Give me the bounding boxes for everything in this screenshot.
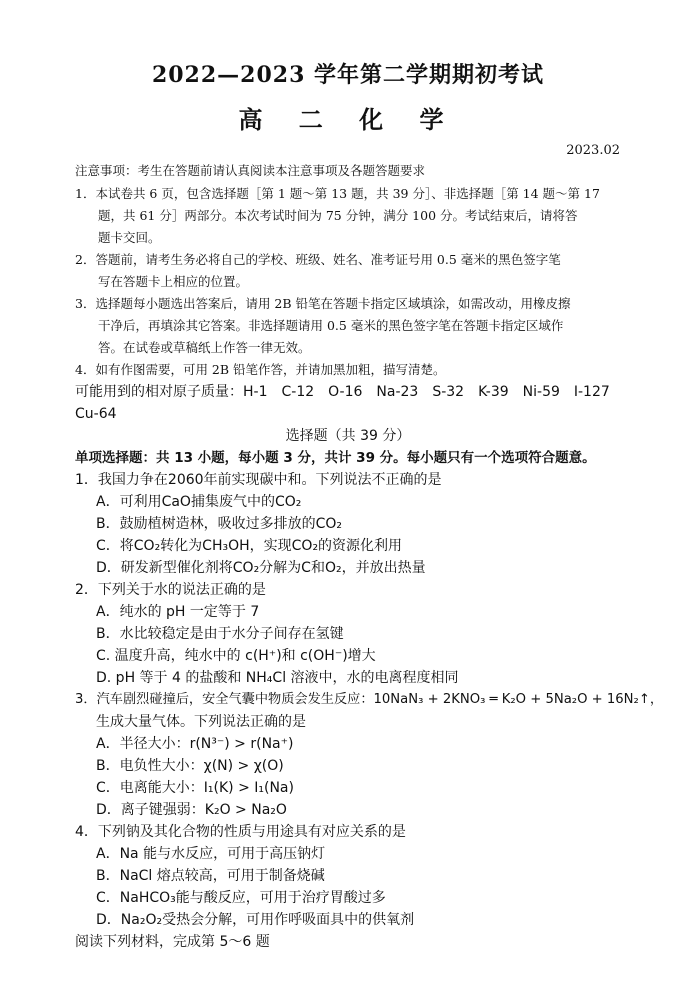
question-stem: 1．我国力争在2060年前实现碳中和。下列说法不正确的是 [75,472,442,488]
question-option: C．电离能大小：I₁(K) > I₁(Na) [96,780,294,796]
exam-subject: 高 二 化 学 [238,105,458,134]
notice-line: 答。在试卷或草稿纸上作答一律无效。 [98,340,311,355]
question-option: D. pH 等于 4 的盐酸和 NH₄Cl 溶液中，水的电离程度相同 [96,670,459,686]
notice-line: 题，共 61 分］两部分。本次考试时间为 75 分钟，满分 100 分。考试结束后，请将答 [98,208,578,223]
question-stem: 4．下列钠及其化合物的性质与用途具有对应关系的是 [75,824,406,840]
section-title: 选择题（共 39 分） [285,428,411,444]
question-stem-continued: 生成大量气体。下列说法正确的是 [96,714,306,730]
question-option: C．NaHCO₃能与酸反应，可用于治疗胃酸过多 [96,890,386,906]
section-instruction: 单项选择题：共 13 小题，每小题 3 分，共计 39 分。每小题只有一个选项符合题意。 [75,450,596,466]
notice-line: 写在答题卡上相应的位置。 [98,274,249,289]
question-option: D．离子键强弱：K₂O > Na₂O [96,802,287,818]
question-option: A．Na 能与水反应，可用于高压钠灯 [96,846,326,862]
exam-title: 2022—2023 学年第二学期期初考试 [151,62,545,88]
notice-line: 4．如有作图需要，可用 2B 铅笔作答，并请加黑加粗，描写清楚。 [75,362,446,377]
reading-instruction: 阅读下列材料，完成第 5～6 题 [75,934,270,950]
notice-line: 2．答题前，请考生务必将自己的学校、班级、姓名、准考证号用 0.5 毫米的黑色签字笔 [75,252,561,267]
question-option: C．将CO₂转化为CH₃OH，实现CO₂的资源化利用 [96,538,403,554]
question-option: D．Na₂O₂受热会分解，可用作呼吸面具中的供氧剂 [96,912,415,928]
question-option: B．电负性大小：χ(N) > χ(O) [96,758,284,774]
question-option: A．可利用CaO捕集废气中的CO₂ [96,494,302,510]
question-stem: 3．汽车剧烈碰撞后，安全气囊中物质会发生反应：10NaN₃ + 2KNO₃ ═ K₂O + 5Na₂O + 16N₂↑， [75,692,664,707]
question-option: B．NaCl 熔点较高，可用于制备烧碱 [96,868,325,884]
exam-date: 2023.02 [566,143,620,158]
question-option: A．纯水的 pH 一定等于 7 [96,604,260,620]
notice-line: 题卡交回。 [98,230,161,245]
notice-line: 干净后，再填涂其它答案。非选择题请用 0.5 毫米的黑色签字笔在答题卡指定区域作 [98,318,564,333]
atomic-mass-line: 可能用到的相对原子质量：H-1 C-12 O-16 Na-23 S-32 K-39 Ni-59 I-127 [75,384,610,400]
question-option: C. 温度升高，纯水中的 c(H⁺)和 c(OH⁻)增大 [96,648,376,664]
question-stem: 2．下列关于水的说法正确的是 [75,582,266,598]
notice-line: 3．选择题每小题选出答案后，请用 2B 铅笔在答题卡指定区域填涂，如需改动，用橡皮擦 [75,296,571,311]
question-option: D．研发新型催化剂将CO₂分解为C和O₂，并放出热量 [96,560,426,576]
question-option: B．水比较稳定是由于水分子间存在氢键 [96,626,344,642]
question-option: B．鼓励植树造林，吸收过多排放的CO₂ [96,516,343,532]
notice-heading: 注意事项：考生在答题前请认真阅读本注意事项及各题答题要求 [75,163,426,178]
atomic-mass-line: Cu-64 [75,406,117,422]
notice-line: 1．本试卷共 6 页，包含选择题［第 1 题～第 13 题，共 39 分］、非选择题［第 14 题～第 17 [75,186,600,201]
question-option: A．半径大小：r(N³⁻) > r(Na⁺) [96,736,294,752]
